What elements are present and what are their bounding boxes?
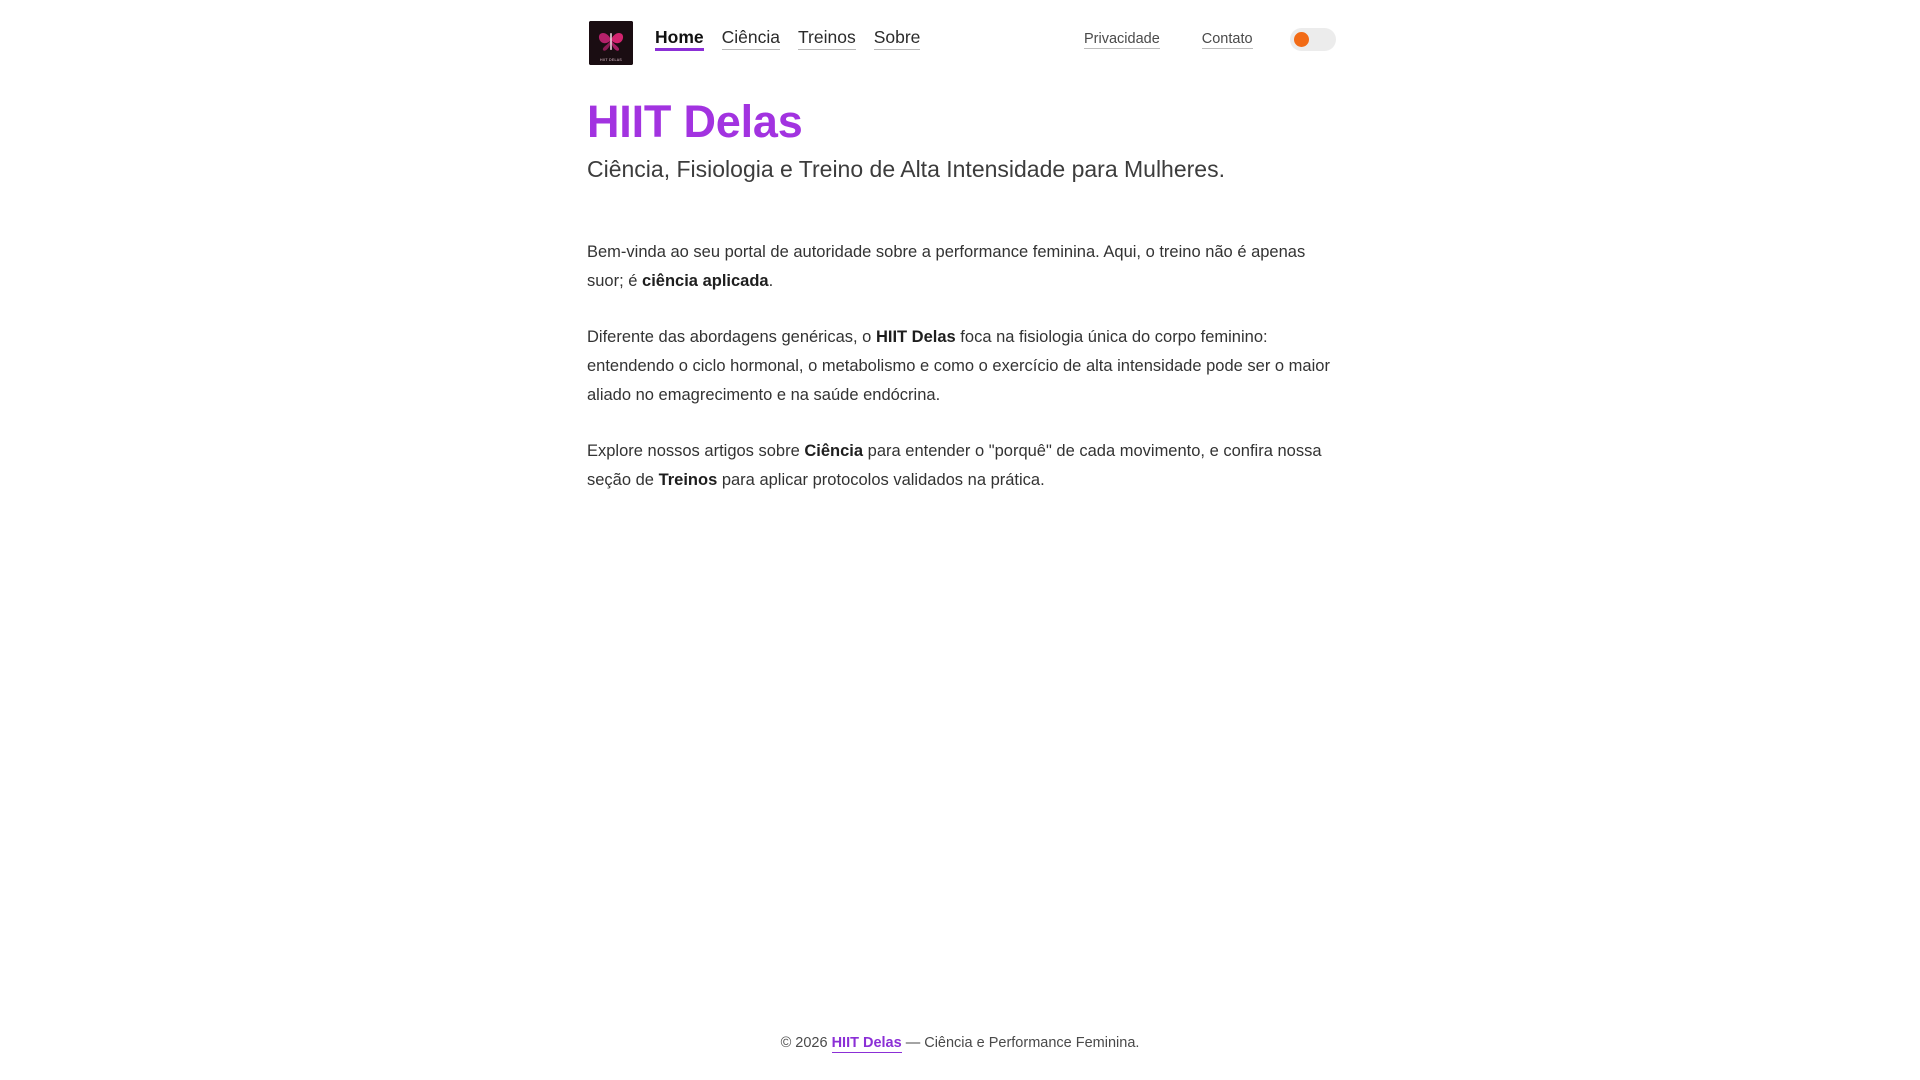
footer-tagline: — Ciência e Performance Feminina. — [901, 1035, 1140, 1051]
main-nav — [655, 28, 920, 51]
intro-paragraph-3 — [587, 437, 1342, 496]
main-content — [587, 98, 1347, 496]
plain-text: foca na fisiologia única do corpo feminino: entendendo o ciclo hormonal, o metabolismo e como o exercício de alta intensidade pode ser o maior aliado no emagrecimento e na saúde endócrina. — [587, 327, 1330, 405]
site-logo[interactable] — [589, 21, 633, 65]
intro-paragraph-1 — [587, 238, 1342, 297]
site-header — [0, 0, 1920, 84]
plain-text: para entender o "porquê" de cada movimento, e confira nossa seção de — [587, 441, 1322, 490]
utility-item-privacidade[interactable]: Privacidade — [1084, 31, 1160, 47]
page-title: HIIT Delas — [587, 96, 803, 147]
logo-caption: HIIT DELAS — [600, 58, 622, 62]
emphasis-text: ciência aplicada — [642, 272, 769, 291]
plain-text: para aplicar protocolos validados na prática. — [717, 471, 1045, 490]
utility-item-contato[interactable]: Contato — [1201, 31, 1253, 47]
nav-item-home[interactable]: Home — [655, 28, 704, 51]
site-footer — [0, 1035, 1920, 1051]
intro-paragraph-2 — [587, 323, 1342, 411]
body-copy — [587, 238, 1347, 496]
plain-text: . — [768, 272, 774, 291]
theme-toggle-knob — [1294, 32, 1309, 47]
plain-text: Explore nossos artigos sobre — [587, 441, 805, 460]
emphasis-text: HIIT Delas — [875, 327, 956, 346]
footer-brand-link[interactable]: HIIT Delas — [831, 1035, 902, 1051]
emphasis-text: Treinos — [658, 471, 718, 490]
nav-item-treinos[interactable]: Treinos — [798, 28, 856, 50]
plain-text: Bem-vinda ao seu portal de autoridade sobre a performance feminina. Aqui, o treino não é apenas suor; é — [587, 243, 1306, 291]
nav-item-sobre[interactable]: Sobre — [874, 28, 921, 50]
utility-nav — [1084, 31, 1253, 49]
footer-copyright: © 2026 — [780, 1035, 832, 1051]
nav-item-ciencia[interactable]: Ciência — [722, 28, 780, 50]
plain-text: Diferente das abordagens genéricas, o — [587, 327, 876, 346]
theme-toggle[interactable] — [1290, 28, 1336, 51]
header-inner — [0, 0, 1920, 84]
emphasis-text: Ciência — [804, 441, 864, 460]
page-subtitle: Ciência, Fisiologia e Treino de Alta Intensidade para Mulheres. — [587, 156, 1225, 183]
